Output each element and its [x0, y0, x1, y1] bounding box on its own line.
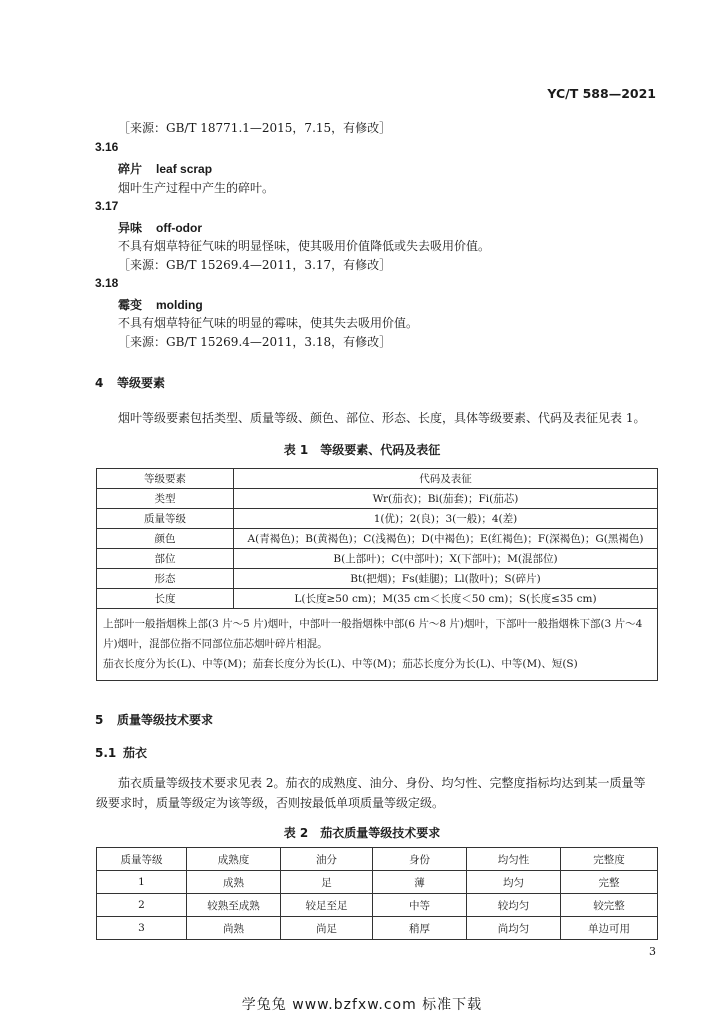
- term-cn: 异味: [118, 221, 143, 235]
- table-header-cell: 身份: [373, 848, 467, 871]
- subsection-title: 茄衣: [123, 746, 148, 760]
- table-cell: 2: [97, 894, 187, 917]
- subsection-heading: [95, 744, 147, 761]
- section-heading: [95, 711, 213, 728]
- table-cell: 完整: [561, 871, 658, 894]
- table-cell: 尚熟: [187, 917, 281, 940]
- table-header-cell: 完整度: [561, 848, 658, 871]
- table-cell: A(青褐色)；B(黄褐色)；C(浅褐色)；D(中褐色)；E(红褐色)；F(深褐色)；G(黑褐色): [234, 529, 658, 549]
- table-cell: Bt(把烟)；Fs(蛙腿)；Ll(散叶)；S(碎片): [234, 569, 658, 589]
- table-cell: 1(优)；2(良)；3(一般)；4(差): [234, 509, 658, 529]
- table-row: [97, 589, 658, 609]
- table-caption: 表 2 茄衣质量等级技术要求: [283, 826, 441, 840]
- term-source: ［来源：GB/T 15269.4—2011，3.18，有修改］: [118, 335, 392, 349]
- section-title: 质量等级技术要求: [117, 713, 214, 727]
- term-en: leaf scrap: [156, 162, 213, 176]
- term-heading: [118, 296, 203, 313]
- table-cell: 单边可用: [561, 917, 658, 940]
- section-number: 4: [95, 376, 104, 390]
- table-cell: 形态: [97, 569, 234, 589]
- term-definition: 烟叶生产过程中产生的碎叶。: [118, 181, 275, 195]
- table-cell: 均匀: [467, 871, 561, 894]
- term-source: ［来源：GB/T 18771.1—2015，7.15，有修改］: [118, 121, 392, 135]
- table-row: [97, 569, 658, 589]
- table-cell: Wr(茄衣)；Bi(茄套)；Fi(茄芯): [234, 489, 658, 509]
- term-number: 3.16: [95, 140, 119, 154]
- table-cell: 质量等级: [97, 509, 234, 529]
- table-note-line: 上部叶一般指烟株上部(3 片～5 片)烟叶，中部叶一般指烟株中部(6 片～8 片)烟叶，下部叶一般指烟株下部(3 片～4 片)烟叶，混部位指不同部位茄芯烟叶碎片相混。: [103, 618, 643, 650]
- term-number: 3.17: [95, 199, 119, 213]
- table-row: [97, 509, 658, 529]
- table-cell: 足: [281, 871, 373, 894]
- table-header-cell: 成熟度: [187, 848, 281, 871]
- section-paragraph: 茄衣质量等级技术要求见表 2。茄衣的成熟度、油分、身份、均匀性、完整度指标均达到某一质量等: [118, 776, 646, 790]
- term-number: 3.18: [95, 276, 119, 290]
- table-cell: 部位: [97, 549, 234, 569]
- section-number: 5: [95, 713, 104, 727]
- table-note: [97, 609, 658, 681]
- subsection-number: 5.1: [95, 746, 117, 760]
- table-header-cell: 等级要素: [97, 469, 234, 489]
- table-header-row: [97, 848, 658, 871]
- table-cell: 较熟至成熟: [187, 894, 281, 917]
- table-cell: 稍厚: [373, 917, 467, 940]
- table-cell: 成熟: [187, 871, 281, 894]
- table-caption: 表 1 等级要素、代码及表征: [283, 443, 441, 457]
- table-cell: 颜色: [97, 529, 234, 549]
- table-row: [97, 489, 658, 509]
- table-cell: L(长度≥50 cm)；M(35 cm＜长度＜50 cm)；S(长度≤35 cm): [234, 589, 658, 609]
- table-cell: 类型: [97, 489, 234, 509]
- table-header-cell: 代码及表征: [234, 469, 658, 489]
- grade-elements-table: [96, 468, 658, 681]
- table-row: [97, 529, 658, 549]
- section-paragraph: 烟叶等级要素包括类型、质量等级、颜色、部位、形态、长度，具体等级要素、代码及表征见表 1。: [118, 411, 646, 425]
- term-en: off-odor: [156, 221, 202, 235]
- table-cell: 长度: [97, 589, 234, 609]
- table-row: [97, 549, 658, 569]
- term-en: molding: [156, 298, 203, 312]
- term-cn: 碎片: [118, 162, 143, 176]
- table-cell: 较均匀: [467, 894, 561, 917]
- table-header-cell: 油分: [281, 848, 373, 871]
- term-source: ［来源：GB/T 15269.4—2011，3.17，有修改］: [118, 258, 392, 272]
- term-heading: [118, 219, 202, 236]
- standard-code: YC/T 588—2021: [547, 86, 656, 101]
- table-note-line: 茄衣长度分为长(L)、中等(M)；茄套长度分为长(L)、中等(M)；茄芯长度分为长(L)、中等(M)、短(S): [103, 658, 578, 670]
- section-paragraph: 级要求时，质量等级定为该等级，否则按最低单项质量等级定级。: [96, 796, 445, 810]
- table-header-cell: 质量等级: [97, 848, 187, 871]
- table-cell: 1: [97, 871, 187, 894]
- table-note-row: [97, 609, 658, 681]
- table-row: [97, 871, 658, 894]
- table-cell: 尚足: [281, 917, 373, 940]
- wrapper-quality-table: [96, 847, 658, 940]
- table-cell: 较足至足: [281, 894, 373, 917]
- page-number: 3: [649, 945, 656, 958]
- table-cell: B(上部叶)；C(中部叶)；X(下部叶)；M(混部位): [234, 549, 658, 569]
- table-header-cell: 均匀性: [467, 848, 561, 871]
- table-cell: 3: [97, 917, 187, 940]
- table-cell: 尚均匀: [467, 917, 561, 940]
- table-row: [97, 894, 658, 917]
- section-title: 等级要素: [117, 376, 166, 390]
- table-header-row: [97, 469, 658, 489]
- section-heading: [95, 374, 165, 391]
- table-cell: 中等: [373, 894, 467, 917]
- term-definition: 不具有烟草特征气味的明显的霉味，使其失去吸用价值。: [118, 316, 419, 330]
- table-cell: 较完整: [561, 894, 658, 917]
- footer-watermark[interactable]: 学兔兔 www.bzfxw.com 标准下载: [241, 997, 483, 1013]
- term-heading: [118, 160, 212, 177]
- table-row: [97, 917, 658, 940]
- term-cn: 霉变: [118, 298, 143, 312]
- table-cell: 薄: [373, 871, 467, 894]
- term-definition: 不具有烟草特征气味的明显怪味，使其吸用价值降低或失去吸用价值。: [118, 239, 491, 253]
